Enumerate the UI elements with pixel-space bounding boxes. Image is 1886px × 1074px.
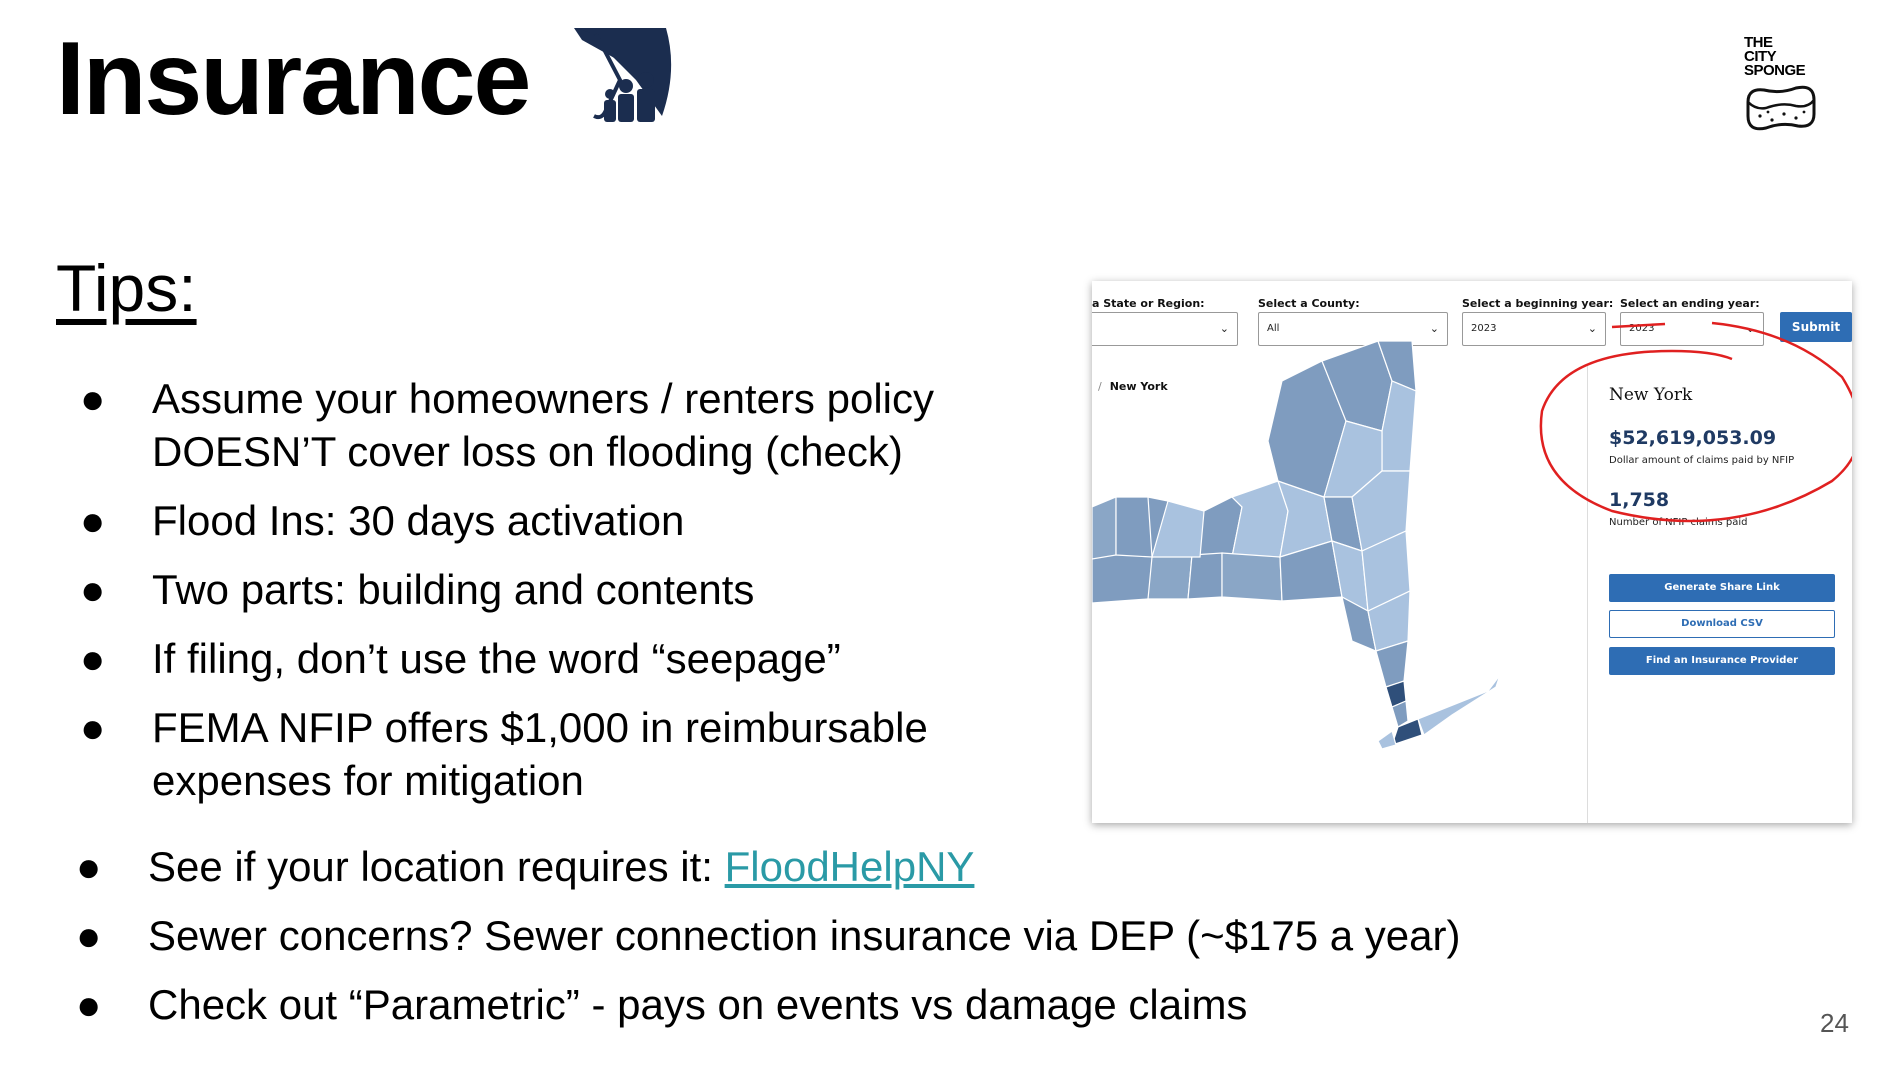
end-year-label: Select an ending year: <box>1620 297 1760 310</box>
claims-amount-label: Dollar amount of claims paid by NFIP <box>1609 455 1795 466</box>
chevron-down-icon: ⌄ <box>1429 322 1439 335</box>
list-item: ● If filing, don’t use the word “seepage” <box>80 632 1040 685</box>
panel-divider <box>1587 366 1588 823</box>
slide-title: Insurance <box>56 21 530 137</box>
begin-year-select[interactable]: 2023 ⌄ <box>1462 312 1606 346</box>
logo-line-2: CITY <box>1744 48 1777 65</box>
generate-share-link-button[interactable]: Generate Share Link <box>1609 574 1835 602</box>
claims-count-label: Number of NFIP claims paid <box>1609 517 1748 528</box>
breadcrumb: / New York <box>1098 380 1168 393</box>
state-filter-label: a State or Region: <box>1092 297 1205 310</box>
bullet-icon: ● <box>80 497 106 544</box>
list-item: ● See if your location requires it: FloodHelpNY <box>76 840 1576 893</box>
list-item: ● Assume your homeowners / renters policy DOESN’T cover loss on flooding (check) <box>80 372 1040 478</box>
logo-line-3: SPONGE <box>1744 62 1806 79</box>
begin-year-label: Select a beginning year: <box>1462 297 1614 310</box>
claims-amount: $52,619,053.09 <box>1609 427 1777 449</box>
tips-heading: Tips: <box>56 251 197 325</box>
chevron-down-icon: ⌄ <box>1745 322 1755 335</box>
logo-line-1: THE <box>1744 34 1773 51</box>
tips-list <box>80 372 1040 823</box>
bullet-icon: ● <box>76 843 102 890</box>
end-year-select[interactable]: 2023 ⌄ <box>1620 312 1764 346</box>
bullet-icon: ● <box>80 635 106 682</box>
list-item: ● Check out “Parametric” - pays on events vs damage claims <box>76 978 1576 1031</box>
list-item: ● Two parts: building and contents <box>80 563 1040 616</box>
city-sponge-logo <box>1744 36 1822 136</box>
bullet-icon: ● <box>80 704 106 751</box>
chevron-down-icon: ⌄ <box>1587 322 1597 335</box>
claims-count: 1,758 <box>1609 489 1670 511</box>
county-filter-label: Select a County: <box>1258 297 1360 310</box>
bullet-icon: ● <box>76 912 102 959</box>
breadcrumb-item-new-york[interactable]: New York <box>1109 380 1168 393</box>
bullet-icon: ● <box>76 981 102 1028</box>
nfip-claims-screenshot <box>1092 281 1852 823</box>
sponge-icon <box>1744 80 1818 136</box>
bullet-icon: ● <box>80 375 106 422</box>
umbrella-family-icon <box>566 20 678 132</box>
list-item: ● Flood Ins: 30 days activation <box>80 494 1040 547</box>
county-select[interactable]: All ⌄ <box>1258 312 1448 346</box>
submit-button[interactable]: Submit <box>1780 312 1852 342</box>
find-insurance-provider-button[interactable]: Find an Insurance Provider <box>1609 647 1835 675</box>
new-york-county-map[interactable] <box>1092 321 1587 821</box>
list-item: ● Sewer concerns? Sewer connection insurance via DEP (~$175 a year) <box>76 909 1576 962</box>
page-number: 24 <box>1820 1008 1849 1038</box>
chevron-down-icon: ⌄ <box>1219 322 1229 335</box>
download-csv-button[interactable]: Download CSV <box>1609 610 1835 638</box>
bullet-icon: ● <box>80 566 106 613</box>
list-item: ● FEMA NFIP offers $1,000 in reimbursable expenses for mitigation <box>80 701 1040 807</box>
extra-tips-list <box>76 840 1576 1047</box>
region-name: New York <box>1609 385 1693 405</box>
floodhelpny-link[interactable]: FloodHelpNY <box>724 843 975 890</box>
